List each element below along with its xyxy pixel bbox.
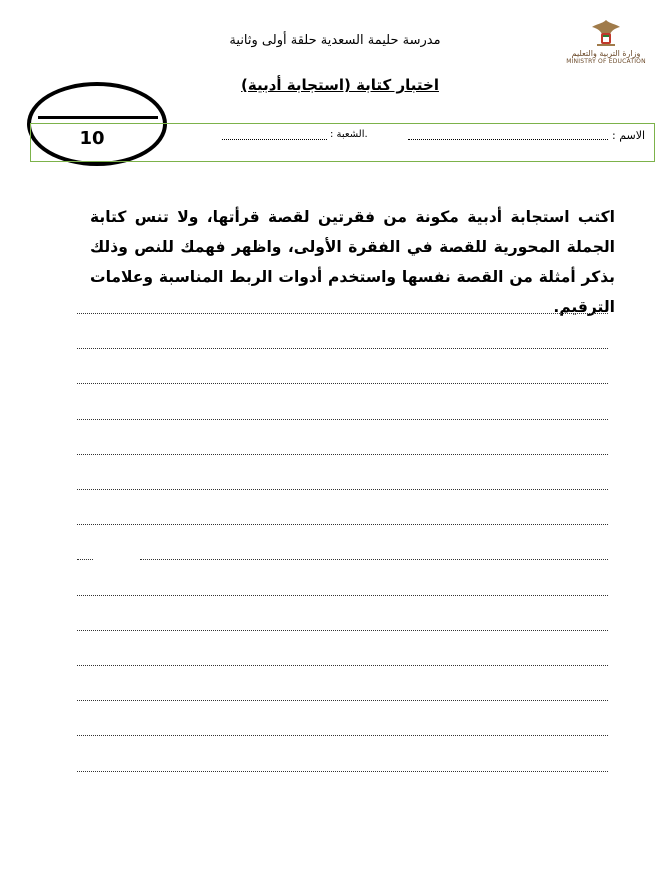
ministry-logo <box>556 18 656 65</box>
answer-line[interactable] <box>77 313 608 314</box>
answer-line[interactable] <box>77 383 608 384</box>
name-label: الاسم : <box>612 129 646 142</box>
writing-prompt: اكتب استجابة أدبية مكونة من فقرتين لقصة قرأتها، ولا تنس كتابة الجملة المحورية للقصة في الفقرة الأولى، واظهر فهمك للنص وذلك بذكر أمثلة من القصة نفسها واستخدم أدوات الربط المناسبة وعلامات الترقيم. <box>90 208 615 316</box>
answer-line[interactable] <box>77 595 608 596</box>
score-total: 10 <box>79 128 105 149</box>
answer-line[interactable] <box>140 559 608 560</box>
section-field[interactable] <box>222 139 327 140</box>
score-fraction-line <box>38 116 158 119</box>
school-name: مدرسة حليمة السعدية حلقة أولى وثانية <box>229 33 441 48</box>
answer-line[interactable] <box>77 454 608 455</box>
answer-line[interactable] <box>77 771 608 772</box>
answer-line[interactable] <box>77 700 608 701</box>
section-label: .الشعبة : <box>330 129 368 140</box>
answer-line[interactable] <box>77 524 608 525</box>
answer-line[interactable] <box>77 630 608 631</box>
answer-line[interactable] <box>77 665 608 666</box>
ministry-name-arabic: وزارة التربية والتعليم <box>571 49 641 58</box>
emblem-icon <box>588 18 624 48</box>
answer-line[interactable] <box>77 489 608 490</box>
answer-line[interactable] <box>77 735 608 736</box>
answer-line[interactable] <box>77 559 93 560</box>
answer-line[interactable] <box>77 419 608 420</box>
page-title: اختبار كتابة (استجابة أدبية) <box>241 76 439 94</box>
name-field[interactable] <box>408 139 608 140</box>
ministry-name-english: MINISTRY OF EDUCATION <box>566 58 646 65</box>
answer-line[interactable] <box>77 348 608 349</box>
